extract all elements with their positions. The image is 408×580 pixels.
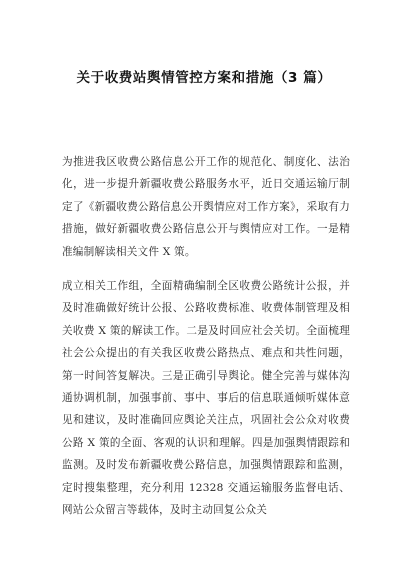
body-paragraph-1: 为推进我区收费公路信息公开工作的规范化、制度化、法治化，进一步提升新疆收费公路服务水平，近日交通运输厅制定了《新疆收费公路信息公开舆情应对工作方案》，采取有力措施，做好新疆收费公路信息公开与舆情应对工作。一是精准编制解读相关文件 X 策。 [62, 156, 350, 258]
document-title: 关于收费站舆情管控方案和措施（3 篇） [76, 70, 332, 86]
body-paragraph-2: 成立相关工作组，全面精确编制全区收费公路统计公报，并及时准确做好统计公报、公路收费标准、收费体制管理及相关收费 X 策的解读工作。二是及时回应社会关切。全面梳理社会公众提出的有关我区收费公路热点、难点和共性问题，第一时间答复解决。三是正确引导舆论。健全完善与媒体沟通协调机制，加强事前、事中、事后的信息联通倾听媒体意见和建议，及时准确回应舆论关注点，巩固社会公众对收费公路 X 策的全面、客观的认识和理解。四是加强舆情跟踪和监测。及时发布新疆收费公路信息，加强舆情跟踪和监测，定时搜集整理，充分利用 12328 交通运输服务监督电话、网站公众留言等载体，及时主动回复公众关 [62, 280, 350, 517]
